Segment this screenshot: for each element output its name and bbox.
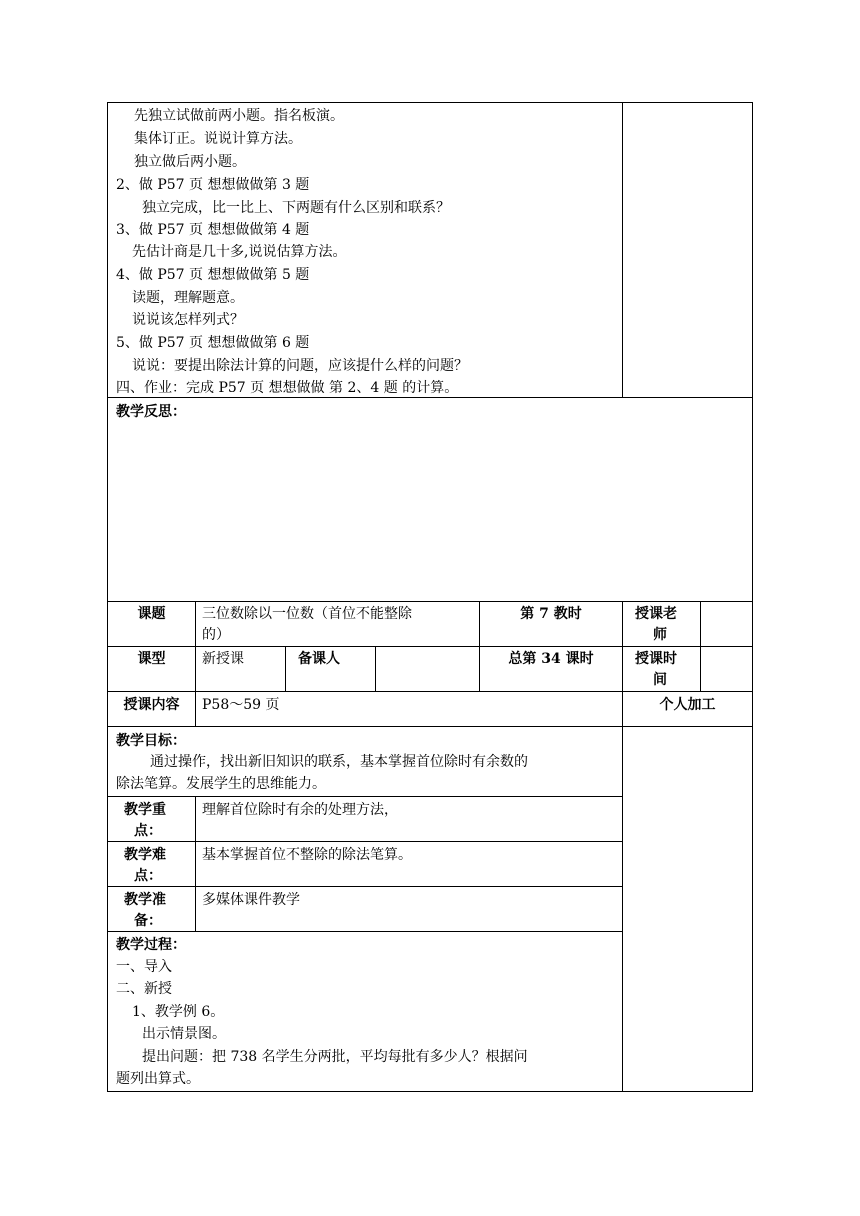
difficulty-label-line2: 点： [134, 868, 162, 884]
step-line: 2、做 P57 页 想想做做第 3 题 [116, 177, 310, 193]
key-point-label-line2: 点： [134, 823, 162, 839]
reflection-cell [107, 397, 753, 602]
step-line: 先独立试做前两小题。指名板演。 [134, 108, 344, 124]
total-lessons: 总第 34 课时 [508, 651, 594, 667]
process-line: 1、教学例 6。 [132, 1004, 225, 1020]
top-side-cell [622, 102, 753, 398]
preparer-value-cell [375, 646, 480, 692]
process-label: 教学过程： [116, 937, 186, 953]
step-line: 先估计商是几十多,说说估算方法。 [132, 244, 347, 260]
time-label-line1: 授课时 [635, 651, 677, 667]
preparer-label: 备课人 [298, 651, 340, 667]
step-line: 四、作业：完成 P57 页 想想做做 第 2、4 题 的计算。 [116, 380, 459, 396]
preparation-label-line1: 教学准 [124, 892, 166, 908]
topic-value-line2: 的） [202, 627, 230, 643]
step-line: 集体订正。说说计算方法。 [134, 131, 302, 147]
difficulty-label-line1: 教学难 [124, 847, 166, 863]
content-value: P58～59 页 [202, 697, 280, 713]
key-point-value: 理解首位除时有余的处理方法， [202, 802, 398, 818]
preparation-value: 多媒体课件教学 [202, 892, 300, 908]
teacher-value-cell [700, 601, 753, 647]
step-line: 独立完成，比一比上、下两题有什么区别和联系？ [142, 200, 450, 216]
time-value-cell [700, 646, 753, 692]
content-label: 授课内容 [123, 697, 180, 713]
reflection-label: 教学反思： [116, 404, 186, 420]
time-label-line2: 间 [653, 672, 667, 688]
step-line: 4、做 P57 页 想想做做第 5 题 [116, 267, 310, 283]
process-line: 题列出算式。 [116, 1071, 200, 1087]
teacher-label-line1: 授课老 [635, 606, 677, 622]
step-line: 说说该怎样列式？ [132, 312, 244, 328]
objectives-line2: 除法笔算。发展学生的思维能力。 [116, 776, 326, 792]
lesson-number: 第 7 教时 [520, 606, 582, 622]
preparation-label-line2: 备： [134, 913, 162, 929]
type-value: 新授课 [202, 651, 244, 667]
objectives-line1: 通过操作，找出新旧知识的联系，基本掌握首位除时有余数的 [150, 754, 528, 770]
step-line: 5、做 P57 页 想想做做第 6 题 [116, 335, 310, 351]
personal-notes-cell [622, 726, 753, 1092]
step-line: 3、做 P57 页 想想做做第 4 题 [116, 222, 310, 238]
step-line: 说说：要提出除法计算的问题，应该提什么样的问题？ [132, 358, 468, 374]
type-label: 课型 [137, 651, 166, 667]
process-line: 出示情景图。 [142, 1026, 226, 1042]
difficulty-value: 基本掌握首位不整除的除法笔算。 [202, 847, 412, 863]
topic-label: 课题 [137, 606, 166, 622]
process-line: 二、新授 [116, 981, 172, 997]
personal-label: 个人加工 [659, 697, 716, 713]
key-point-label-line1: 教学重 [124, 802, 166, 818]
step-line: 独立做后两小题。 [134, 154, 246, 170]
process-line: 提出问题：把 738 名学生分两批，平均每批有多少人？根据问 [142, 1049, 528, 1065]
step-line: 读题，理解题意。 [132, 290, 244, 306]
teacher-label-line2: 师 [653, 627, 667, 643]
topic-value-line1: 三位数除以一位数（首位不能整除 [202, 606, 412, 622]
objectives-label: 教学目标： [116, 733, 186, 749]
process-line: 一、导入 [116, 959, 172, 975]
